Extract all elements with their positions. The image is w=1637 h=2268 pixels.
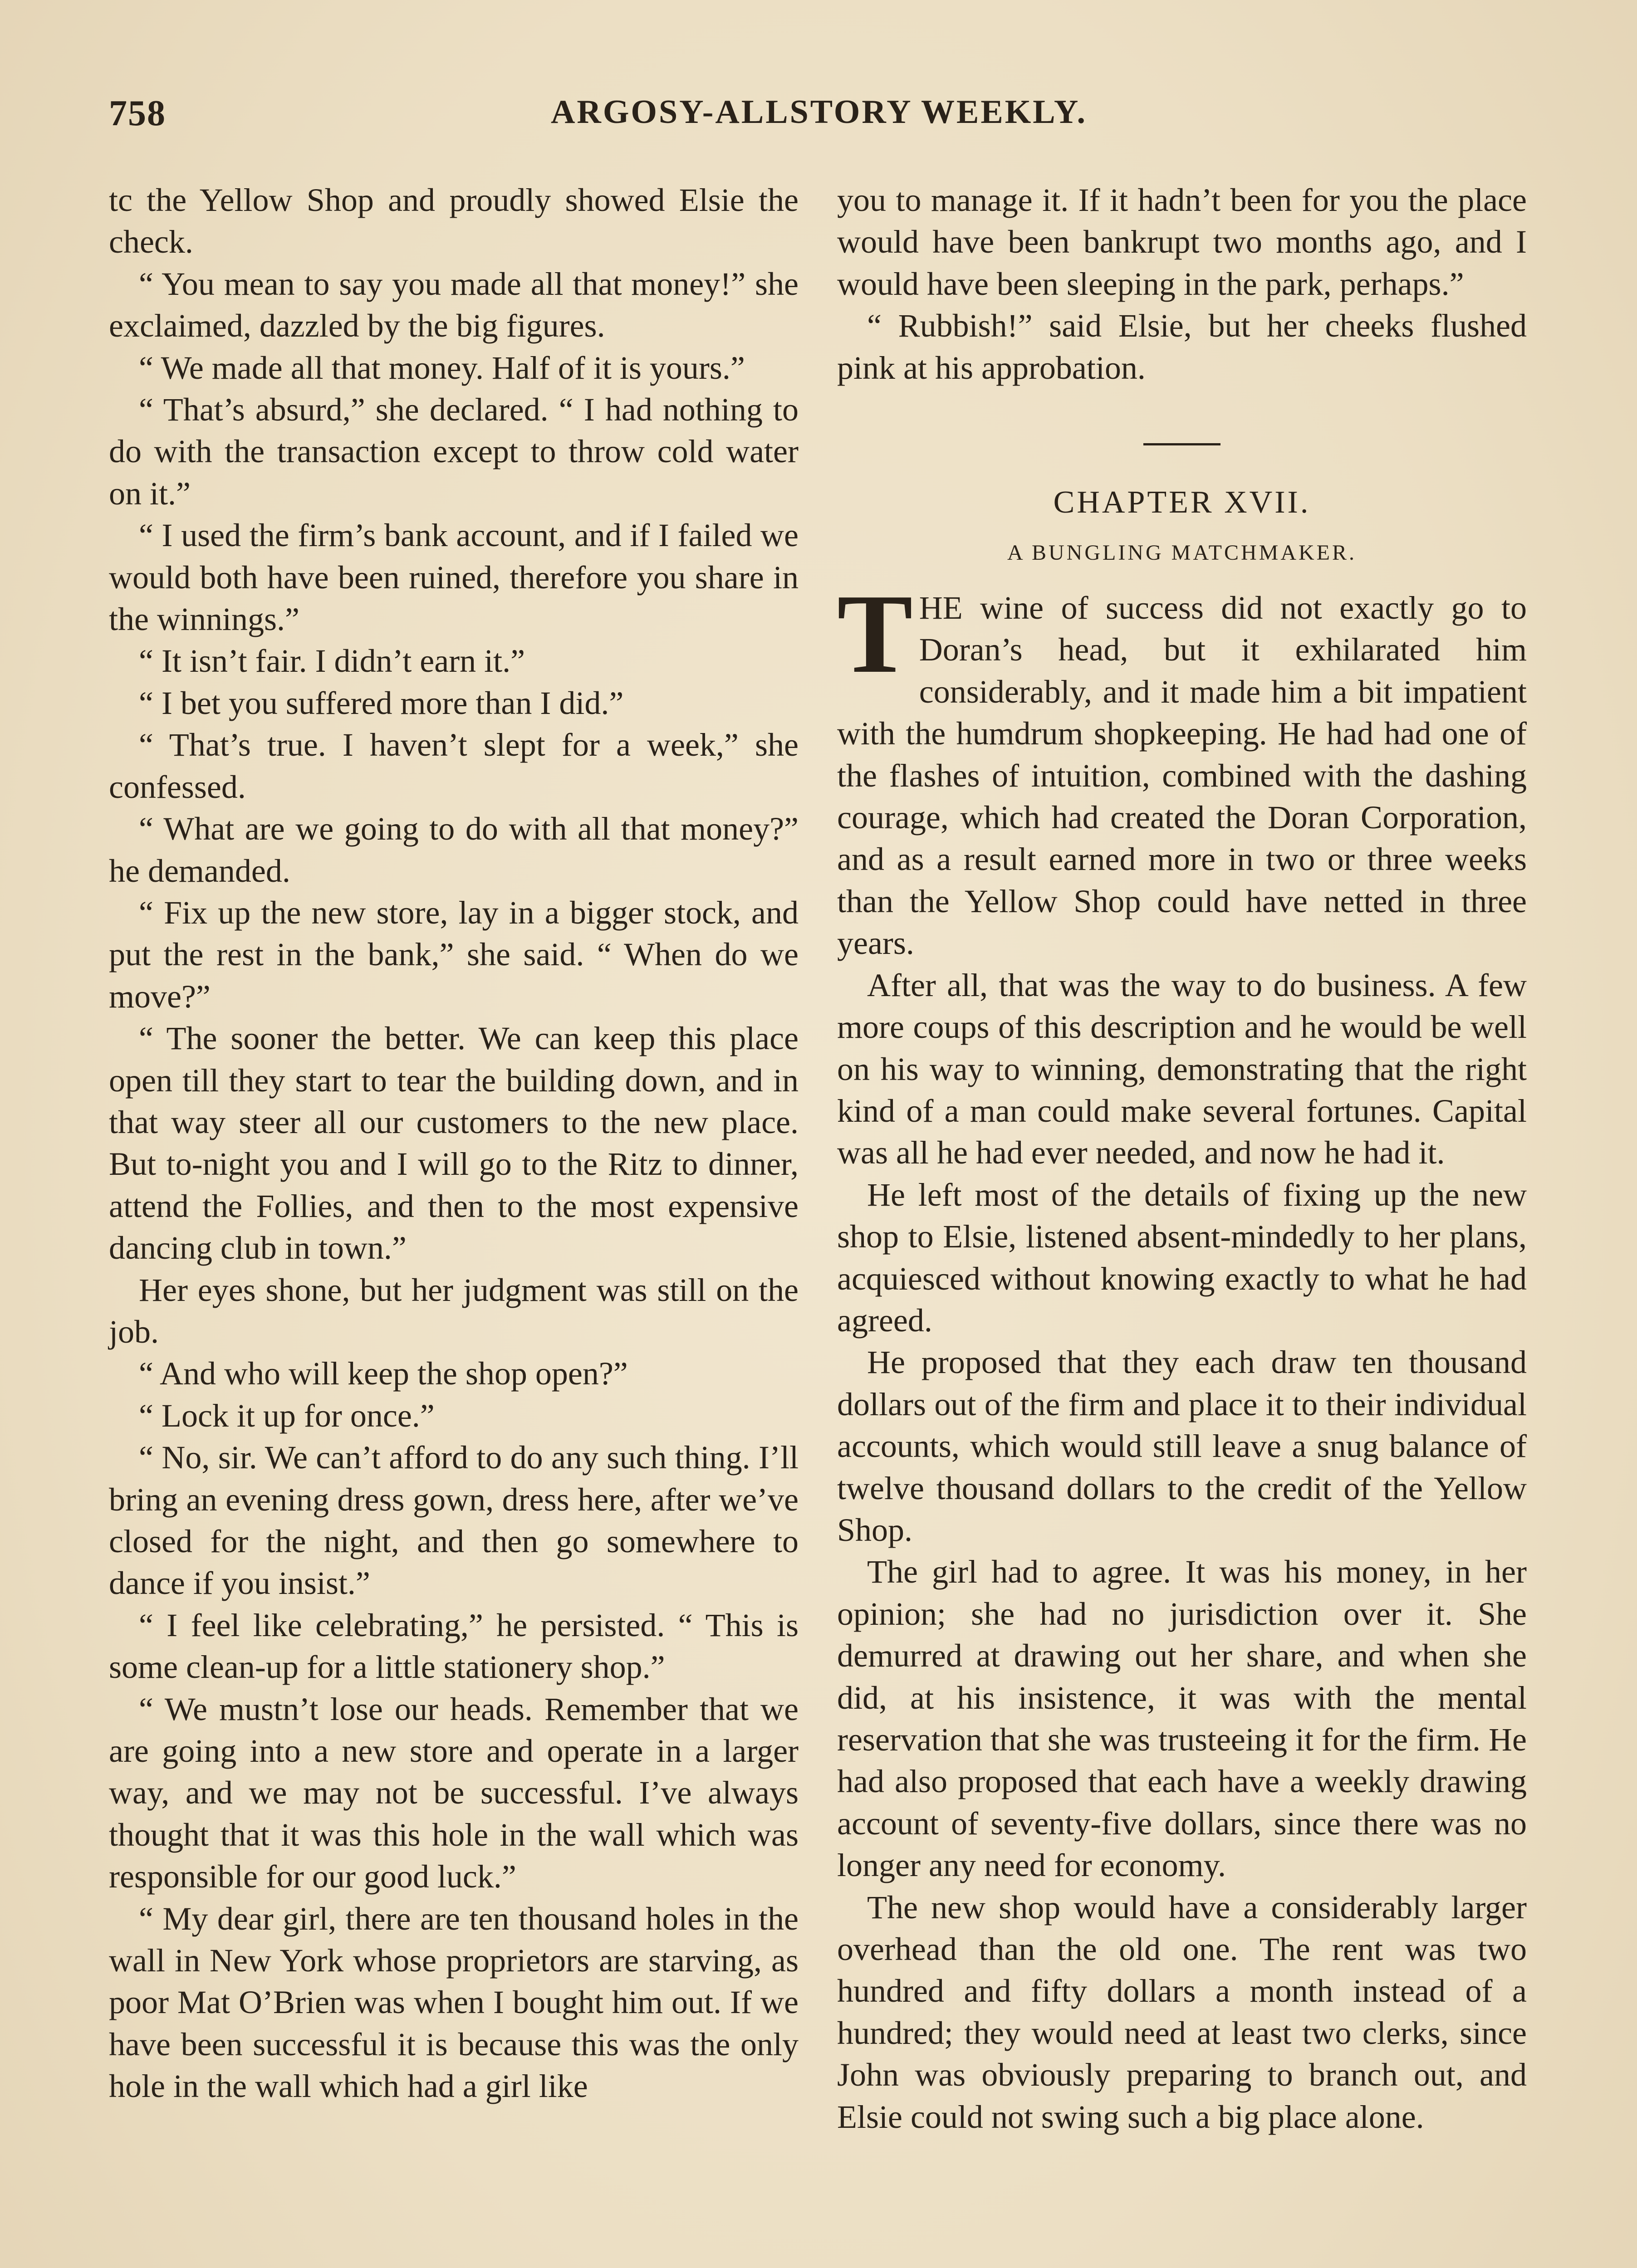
drop-cap: T [837,571,913,697]
paragraph: “ My dear girl, there are ten thousand holes in the wall in New York whose proprietors are starving, as poor Mat O’Brien was when I bought him out. If we have been successful it is because this was the only hole in the wall which had a girl like [109,1900,799,2105]
page-header [109,93,1529,143]
paragraph: “ Lock it up for once.” [139,1397,435,1434]
chapter-subtitle: A BUNGLING MATCHMAKER. [1007,541,1357,565]
paragraph: He left most of the details of fixing up the new shop to Elsie, listened absent-mindedly to her plans, acquiesced without knowing exactly to what he had agreed. [837,1176,1527,1339]
paragraph: “ I bet you suffered more than I did.” [139,684,624,721]
paragraph: “ And who will keep the shop open?” [139,1355,628,1392]
paragraph: “ Rubbish!” said Elsie, but her cheeks flushed pink at his approbation. [837,308,1527,386]
paragraph-text: HE wine of success did not exactly go to Doran’s head, but it exhilarated him considerably, and it made him a bit impatient with the humdrum shopkeeping. He had had one of the flashes of intuition, combined with the dashing courage, which had created the Doran Corporation, and as a result earned more in two or three weeks than the Yellow Shop could have netted in three years. [837,590,1527,962]
paragraph: “ We mustn’t lose our heads. Remember that we are going into a new store and operate in a larger way, and we may not be successful. I’ve always thought that it was this hole in the wall which was responsible for our good luck.” [109,1691,799,1895]
paragraph: “ That’s absurd,” she declared. “ I had nothing to do with the transaction except to throw cold water on it.” [109,391,799,512]
left-column [109,179,799,2107]
section-divider [1143,443,1220,445]
paragraph: “ What are we going to do with all that money?” he demanded. [109,811,799,889]
running-title: ARGOSY-ALLSTORY WEEKLY. [550,93,1088,131]
paragraph: “ That’s true. I haven’t slept for a week,” she confessed. [109,727,799,805]
paragraph: After all, that was the way to do business. A few more coups of this description and he would be well on his way to winning, demonstrating that the right kind of a man could make several fortunes. Capital was all he had ever needed, and now he had it. [837,967,1527,1171]
paragraph: “ We made all that money. Half of it is yours.” [139,349,745,386]
paragraph: “ I used the firm’s bank account, and if I failed we would both have been ruined, therefore you share in the winnings.” [109,517,799,638]
paragraph: tc the Yellow Shop and proudly showed Elsie the check. [109,182,799,260]
paragraph: The girl had to agree. It was his money, in her opinion; she had no jurisdiction over it. She demurred at drawing out her share, and when she did, at his insistence, it was with the mental reservation that she was trusteeing it for the firm. He had also proposed that each have a weekly drawing account of seventy-five dollars, since there was no longer any need for economy. [837,1554,1527,1884]
paragraph: The new shop would have a considerably larger overhead than the old one. The rent was two hundred and fifty dollars a month instead of a hundred; they would need at least two clerks, since John was obviously preparing to branch out, and Elsie could not swing such a big place alone. [837,1889,1527,2135]
paragraph: “ I feel like celebrating,” he persisted. “ This is some clean-up for a little stationery shop.” [109,1607,799,1686]
paragraph: “ It isn’t fair. I didn’t earn it.” [139,643,525,679]
paragraph: Her eyes shone, but her judgment was still on the job. [109,1271,799,1350]
paragraph: “ Fix up the new store, lay in a bigger stock, and put the rest in the bank,” she said. “ When do we move?” [109,894,799,1015]
right-column [837,179,1527,2138]
chapter-opening-paragraph [837,571,1527,964]
paragraph: “ No, sir. We can’t afford to do any such thing. I’ll bring an evening dress gown, dress here, after we’ve closed for the night, and then go somewhere to dance if you insist.” [109,1439,799,1602]
paragraph: He proposed that they each draw ten thousand dollars out of the firm and place it to their individual accounts, which would still leave a snug balance of twelve thousand dollars to the credit of the Yellow Shop. [837,1344,1527,1548]
paragraph: “ You mean to say you made all that money!” she exclaimed, dazzled by the big figures. [109,265,799,344]
page-number: 758 [109,93,166,133]
chapter-title: CHAPTER XVII. [1053,485,1311,520]
paragraph: you to manage it. If it hadn’t been for you the place would have been bankrupt two months ago, and I would have been sleeping in the park, perhaps.” [837,182,1527,302]
paragraph: “ The sooner the better. We can keep this place open till they start to tear the building down, and in that way steer all our customers to the new place. But to-night you and I will go to the Ritz to dinner, attend the Follies, and then to the most expensive dancing club in town.” [109,1020,799,1266]
